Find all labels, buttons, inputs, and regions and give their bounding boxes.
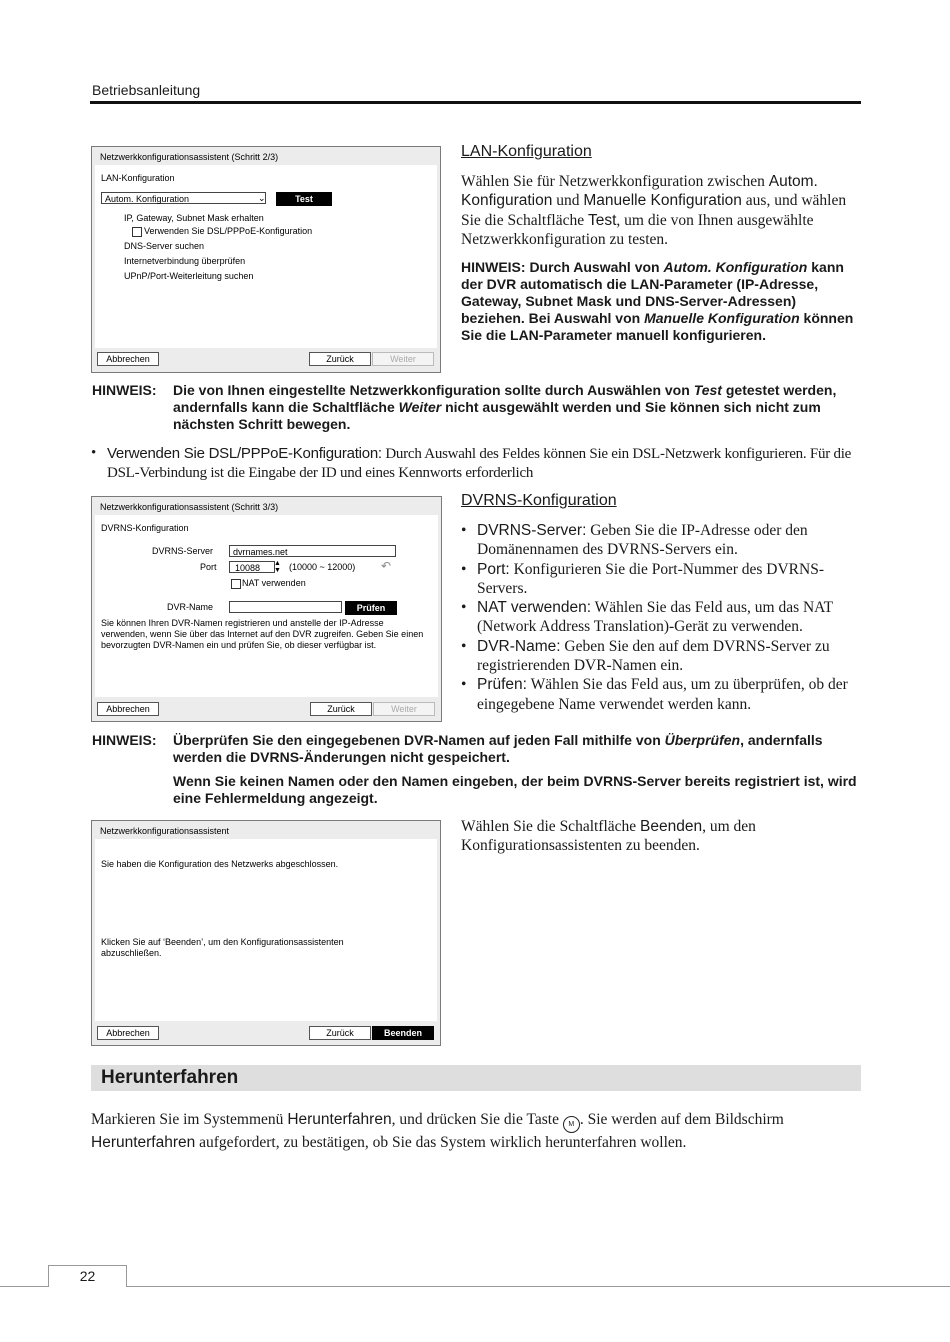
dialog-finish	[91, 820, 441, 1046]
list-item: • Prüfen: Wählen Sie das Feld aus, um zu überprüfen, ob der eingegebene Name verwendet werden kann.	[461, 675, 866, 714]
note-label: HINWEIS:	[92, 732, 157, 748]
section-label: DVRNS-Konfiguration	[101, 523, 189, 533]
cancel-button[interactable]: Abbrechen	[97, 702, 159, 716]
cancel-button[interactable]: Abbrechen	[97, 352, 159, 366]
finish-message: Sie haben die Konfiguration des Netzwerks abgeschlossen.	[101, 859, 339, 869]
step-item: IP, Gateway, Subnet Mask erhalten	[124, 213, 264, 223]
dialog-title: Netzwerkkonfigurationsassistent	[100, 826, 230, 836]
test-button[interactable]: Test	[276, 192, 332, 206]
dvr-name-label: DVR-Name	[167, 602, 214, 612]
chevron-down-icon: ⌄	[258, 193, 266, 203]
finish-button[interactable]: Beenden	[372, 1026, 434, 1040]
port-input[interactable]: 10088	[229, 561, 275, 573]
server-label: DVRNS-Server	[152, 546, 214, 556]
nat-label: NAT verwenden	[242, 578, 306, 588]
dvrns-server-input[interactable]: dvrnames.net	[229, 545, 396, 557]
back-button[interactable]: Zurück	[310, 702, 372, 716]
cancel-button[interactable]: Abbrechen	[97, 1026, 159, 1040]
section-label: LAN-Konfiguration	[101, 173, 175, 183]
step-item: Verwenden Sie DSL/PPPoE-Konfiguration	[144, 226, 313, 236]
lan-mode-select[interactable]: Autom. Konfiguration	[101, 192, 266, 204]
back-button[interactable]: Zurück	[309, 352, 371, 366]
list-item: • DVR-Name: Geben Sie den auf dem DVRNS-Server zu registrierenden DVR-Namen ein.	[461, 637, 866, 676]
finish-paragraph: Wählen Sie die Schaltfläche Beenden, um den Konfigurationsassistenten zu beenden.	[461, 818, 756, 855]
dialog-title: Netzwerkkonfigurationsassistent (Schritt 2/3)	[100, 152, 279, 162]
undo-icon[interactable]: ↶	[381, 559, 392, 573]
dialog-dvrns-config	[91, 496, 442, 722]
note-dvr-name: Überprüfen Sie den eingegebenen DVR-Namen auf jeden Fall mithilfe von Überprüfen, andernfalls werden die DVRNS-Änderungen nicht gespeichert.	[173, 732, 823, 765]
page-number: 22	[48, 1265, 127, 1287]
list-item: • DVRNS-Server: Geben Sie die IP-Adresse oder den Domänennamen des DVRNS-Servers ein.	[461, 521, 866, 560]
lan-paragraph: Wählen Sie für Netzwerkkonfiguration zwischen Autom. Konfiguration und Manuelle Konfiguration aus, und wählen Sie die Schaltfläche Test, um die von Ihnen ausgewählte Netzwerkkonfiguration zu testen.	[461, 173, 847, 248]
dialog-lan-config	[91, 146, 441, 373]
dvrns-bullets	[461, 521, 866, 714]
header-rule	[90, 101, 861, 104]
lan-note: HINWEIS: Durch Auswahl von Autom. Konfiguration kann der DVR automatisch die LAN-Parameter (IP-Adresse, Gateway, Subnet Mask und DNS-Server-Adressen) beziehen. Bei Auswahl von Manuelle Konfiguration können Sie die LAN-Parameter manuell konfigurieren.	[461, 259, 854, 343]
step-item: Internetverbindung überprüfen	[124, 256, 246, 266]
lan-heading: LAN-Konfiguration	[461, 143, 592, 160]
note-test: Die von Ihnen eingestellte Netzwerkkonfiguration sollte durch Auswählen von Test getestet werden, andernfalls kann die Schaltfläche Weiter nicht ausgewählt werden und Sie können sich nicht zum nächsten Schritt bewegen.	[173, 382, 837, 432]
check-button[interactable]: Prüfen	[345, 601, 397, 615]
note-error: Wenn Sie keinen Namen oder den Namen eingeben, der beim DVRNS-Server bereits registriert ist, wird eine Fehlermeldung angezeigt.	[173, 773, 857, 806]
next-button[interactable]: Weiter	[372, 352, 434, 366]
dialog-title: Netzwerkkonfigurationsassistent (Schritt 3/3)	[100, 502, 279, 512]
nat-checkbox[interactable]	[231, 579, 241, 589]
note-label: HINWEIS:	[92, 382, 157, 398]
menu-button-icon: M	[563, 1116, 580, 1133]
dsl-bullet: • Verwenden Sie DSL/PPPoE-Konfiguration: Durch Auswahl des Feldes können Sie ein DSL-Netzwerk konfigurieren. Für die DSL-Verbindung ist die Eingabe der ID und eines Kennworts erforderlich	[91, 444, 866, 484]
dvr-name-input[interactable]	[229, 601, 342, 613]
step-item: UPnP/Port-Weiterleitung suchen	[124, 271, 254, 281]
step-item: DNS-Server suchen	[124, 241, 205, 251]
footer-rule	[0, 1286, 950, 1287]
dsl-checkbox[interactable]	[132, 227, 142, 237]
back-button[interactable]: Zurück	[309, 1026, 371, 1040]
shutdown-paragraph: Markieren Sie im Systemmenü Herunterfahren, und drücken Sie die Taste M . Sie werden auf dem Bildschirm Herunterfahren aufgefordert, zu bestätigen, ob Sie das System wirklich herunterfahren wollen.	[91, 1111, 784, 1151]
list-item: • NAT verwenden: Wählen Sie das Feld aus, um das NAT (Network Address Translation)-Gerät zu verwenden.	[461, 598, 866, 637]
next-button[interactable]: Weiter	[373, 702, 435, 716]
port-stepper-icon[interactable]: ▲ ▼	[274, 560, 281, 574]
dvrns-heading: DVRNS-Konfiguration	[461, 492, 617, 509]
finish-instruction: Klicken Sie auf ‘Beenden’, um den Konfigurationsassistenten abzuschließen.	[101, 937, 344, 958]
running-header: Betriebsanleitung	[92, 82, 201, 98]
list-item: • Port: Konfigurieren Sie die Port-Nummer des DVRNS-Servers.	[461, 560, 866, 599]
port-label: Port	[200, 562, 217, 572]
dvrns-info-text: Sie können Ihren DVR-Namen registrieren und anstelle der IP-Adresse verwenden, wenn Sie über das Internet auf den DVR zugreifen. Geben Sie einen bevorzugten DVR-Namen ein und prüfen Sie, ob dieser verfügbar ist.	[101, 618, 424, 650]
port-range: (10000 ~ 12000)	[289, 562, 356, 572]
section-heading: Herunterfahren	[101, 1067, 239, 1088]
